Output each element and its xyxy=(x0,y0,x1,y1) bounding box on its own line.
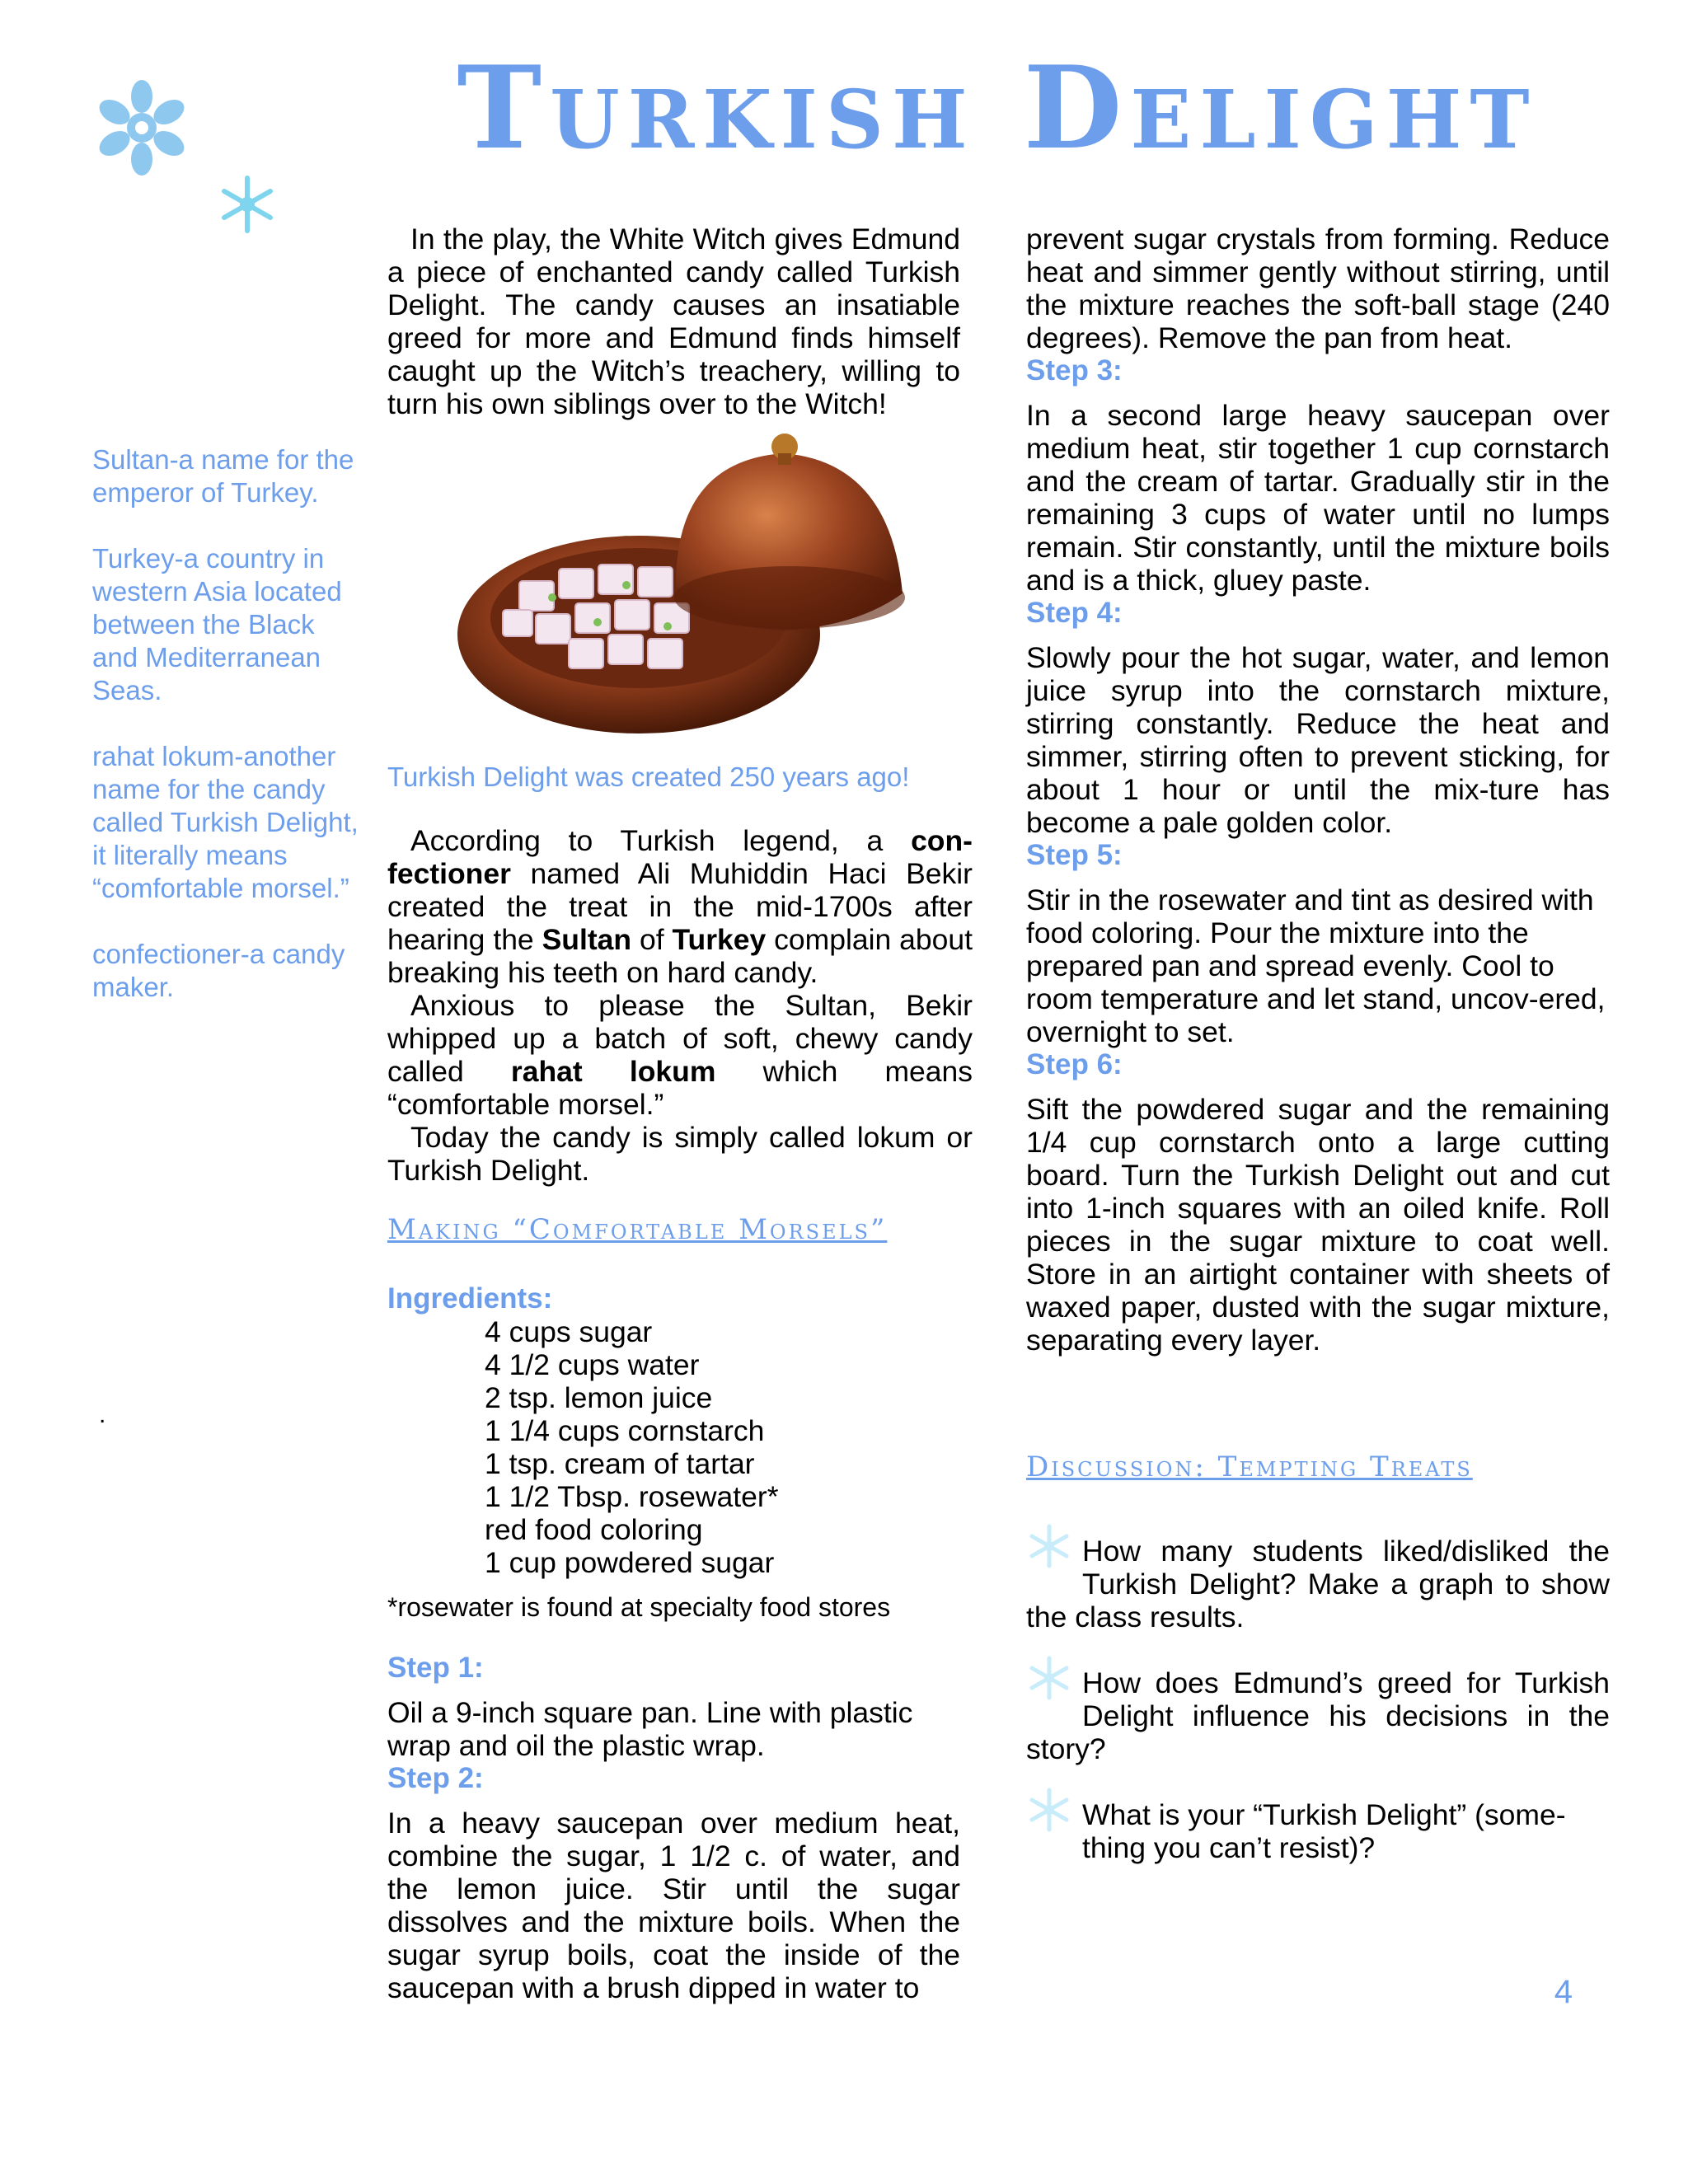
snowflake-bullet-icon xyxy=(1026,1787,1072,1833)
ingredient-item: 4 cups sugar xyxy=(485,1315,653,1348)
step-5-text: Stir in the rosewater and tint as desired with food coloring. Pour the mixture into the prepared pan and spread evenly. Cool to room temperature and let stand, uncov-ered, overnight to set. xyxy=(1026,883,1606,1048)
step-3-text: In a second large heavy saucepan over medium heat, stir together 1 cup cornstarch and the cream of tartar. Gradually stir in the remaining 3 cups of water until no lumps remain. Stir constantly, until the mixture boils and is a thick, gluey paste. xyxy=(1026,399,1610,597)
stray-dot: . xyxy=(99,1401,106,1428)
legend-paragraph-3: Today the candy is simply called lokum or Turkish Delight. xyxy=(387,1121,973,1187)
legend-section xyxy=(387,824,973,1187)
step-4-text: Slowly pour the hot sugar, water, and lemon juice syrup into the cornstarch mixture, stirring constantly. Reduce the heat and simmer, stirring often to prevent sticking, for about 1 hour or until the mix-ture has become a pale golden color. xyxy=(1026,641,1610,839)
legend-paragraph-2 xyxy=(387,989,973,1121)
ingredients-list xyxy=(485,1315,973,1579)
ingredient-item: 1 1/4 cups cornstarch xyxy=(485,1414,765,1447)
step-6-label: Step 6: xyxy=(1026,1048,1123,1080)
legend-text: of xyxy=(631,923,673,956)
ingredient-item: 1 tsp. cream of tartar xyxy=(485,1447,755,1480)
intro-paragraph xyxy=(387,223,960,420)
step-6-text: Sift the powdered sugar and the remaining 1/4 cup cornstarch onto a large cutting board. Turn the Turkish Delight out and cut into 1-inch squares with an oiled knife. Roll pieces in the sugar mixture to coat well. Store in an airtight container with sheets of waxed paper, dusted with the sugar mixture, separating every layer. xyxy=(1026,1093,1610,1357)
step-3-label: Step 3: xyxy=(1026,354,1123,387)
snowflake-large-icon xyxy=(92,76,191,180)
ingredient-item: red food coloring xyxy=(485,1513,703,1546)
page-title: Turkish Delight xyxy=(457,40,1538,175)
question-1 xyxy=(1026,1535,1610,1633)
sidebar-definitions xyxy=(92,443,364,1037)
discussion-questions xyxy=(1026,1535,1610,1864)
term-sultan: Sultan xyxy=(542,923,632,956)
step-5-label: Step 5: xyxy=(1026,839,1123,871)
definition-turkey: Turkey-a country in western Asia located between the Black and Mediterranean Seas. xyxy=(92,543,342,705)
turkish-delight-bowl-image xyxy=(429,429,915,758)
question-3 xyxy=(1026,1798,1610,1864)
making-heading: Making “Comfortable Morsels” xyxy=(387,1213,888,1246)
legend-text: named Ali Muhiddin Haci Bekir created the treat in the mid-1700s after hearing the xyxy=(387,857,973,956)
discussion-heading: Discussion: Tempting Treats xyxy=(1026,1451,1473,1483)
ingredient-item: 4 1/2 cups water xyxy=(485,1348,700,1381)
rosewater-note: *rosewater is found at specialty food stores xyxy=(387,1592,891,1622)
step-2-continued-text: prevent sugar crystals from forming. Reduce heat and simmer gently without stirring, until the mixture reaches the soft-ball stage (240 degrees). Remove the pan from heat. xyxy=(1026,223,1610,354)
question-2 xyxy=(1026,1666,1610,1765)
ingredients-section xyxy=(387,1282,973,1624)
term-confectioner: con-fectioner xyxy=(387,824,973,890)
snowflake-bullet-icon xyxy=(1026,1523,1072,1569)
term-turkey: Turkey xyxy=(672,923,767,956)
definition-rahat-lokum: rahat lokum-another name for the candy called Turkish Delight, it literally means “comfortable morsel.” xyxy=(92,741,359,903)
intro-text: In the play, the White Witch gives Edmund a piece of enchanted candy called Turkish Delight. The candy causes an insatiable greed for more and Edmund finds himself caught up the Witch’s treachery, willing to turn his own siblings over to the Witch! xyxy=(387,223,960,420)
term-rahat-lokum: rahat lokum xyxy=(510,1055,716,1088)
legend-text: complain about breaking his teeth on hard candy. xyxy=(387,923,973,989)
ingredient-item: 1 1/2 Tbsp. rosewater* xyxy=(485,1480,779,1513)
definition-confectioner: confectioner-a candy maker. xyxy=(92,939,345,1002)
snowflake-small-icon xyxy=(216,173,279,236)
page-number: 4 xyxy=(1554,1974,1573,2010)
steps-2-to-6 xyxy=(1026,223,1610,1357)
legend-paragraph-1 xyxy=(387,824,973,989)
question-text: How many students liked/disliked the Turkish Delight? Make a graph to show the class results. xyxy=(1026,1535,1610,1633)
definition-sultan: Sultan-a name for the emperor of Turkey. xyxy=(92,444,354,508)
question-text: What is your “Turkish Delight” (some-thing you can’t resist)? xyxy=(1082,1798,1566,1864)
legend-text: Anxious to please the Sultan, Bekir whipped up a batch of soft, chewy candy called xyxy=(387,989,973,1088)
ingredient-item: 2 tsp. lemon juice xyxy=(485,1381,713,1414)
step-1-text: Oil a 9-inch square pan. Line with plastic wrap and oil the plastic wrap. xyxy=(387,1696,913,1762)
legend-text: According to Turkish legend, a xyxy=(410,824,912,857)
step-4-label: Step 4: xyxy=(1026,597,1123,629)
steps-1-2 xyxy=(387,1652,960,2004)
step-1-label: Step 1: xyxy=(387,1652,484,1684)
step-2-text: In a heavy saucepan over medium heat, combine the sugar, 1 1/2 c. of water, and the lemon juice. Stir until the sugar dissolves and the mixture boils. When the sugar syrup boils, coat the inside of the saucepan with a brush dipped in water to xyxy=(387,1807,960,2004)
ingredient-item: 1 cup powdered sugar xyxy=(485,1546,775,1579)
step-2-label: Step 2: xyxy=(387,1762,484,1794)
legend-text: which means “comfortable morsel.” xyxy=(387,1055,973,1121)
question-text: How does Edmund’s greed for Turkish Delight influence his decisions in the story? xyxy=(1026,1666,1610,1765)
ingredients-heading: Ingredients: xyxy=(387,1282,553,1315)
snowflake-bullet-icon xyxy=(1026,1655,1072,1701)
photo-caption: Turkish Delight was created 250 years ago! xyxy=(387,762,910,792)
